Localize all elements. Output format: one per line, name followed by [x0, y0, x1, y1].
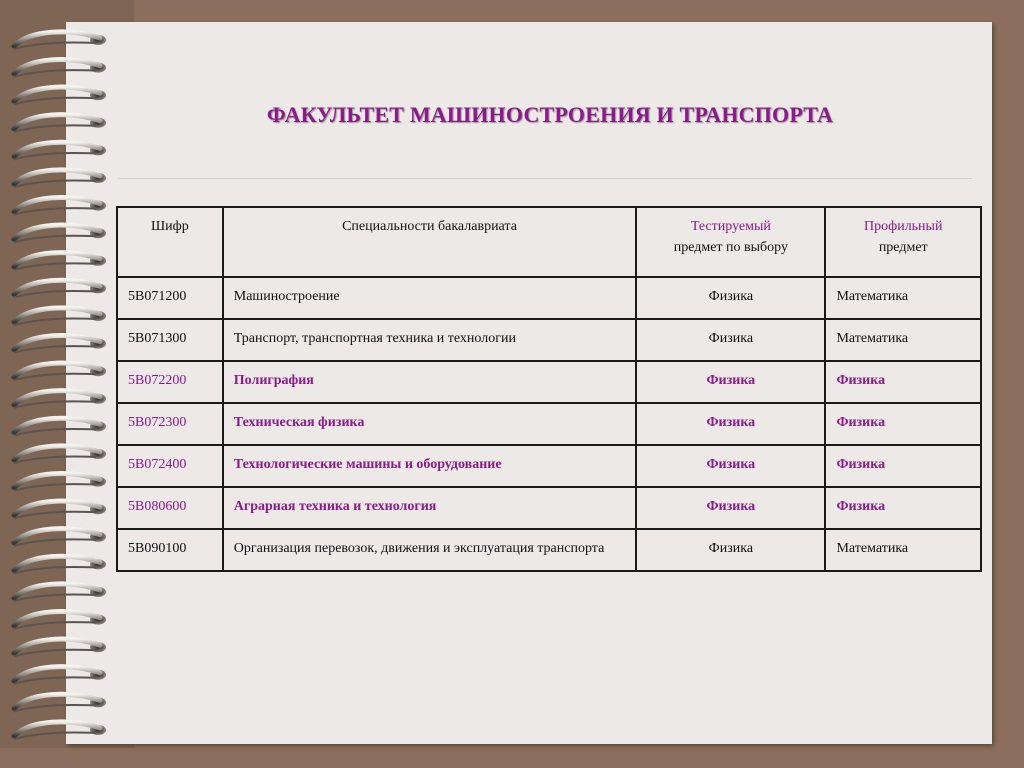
cell-specialty: Организация перевозок, движения и эксплуатация транспорта [223, 529, 636, 571]
header-profile [825, 207, 981, 277]
binding-ring-shadow [14, 70, 96, 76]
binding-ring-shadow [14, 484, 96, 490]
binding-ring-shadow [14, 43, 96, 49]
binding-ring-shadow [14, 622, 96, 628]
cell-specialty: Машиностроение [223, 277, 636, 319]
table-header-row [117, 207, 981, 277]
page-title: ФАКУЛЬТЕТ МАШИНОСТРОЕНИЯ И ТРАНСПОРТА [266, 102, 834, 127]
header-tested-line2: предмет по выбору [673, 240, 788, 255]
cell-tested: Физика [636, 277, 825, 319]
cell-tested: Физика [636, 403, 825, 445]
cell-code: 5В072200 [117, 361, 223, 403]
cell-profile: Физика [825, 487, 981, 529]
binding-ring-shadow [14, 567, 96, 573]
cell-specialty: Аграрная техника и технология [223, 487, 636, 529]
header-specialty: Специальности бакалавриата [223, 207, 636, 277]
binding-ring-shadow [14, 595, 96, 601]
table-row [117, 319, 981, 361]
cell-code: 5В072400 [117, 445, 223, 487]
table-row [117, 445, 981, 487]
specialties-table [116, 206, 982, 572]
table-row [117, 403, 981, 445]
binding-ring-shadow [14, 291, 96, 297]
binding-ring-shadow [14, 208, 96, 214]
binding-ring-shadow [14, 153, 96, 159]
table-row [117, 277, 981, 319]
cell-profile: Математика [825, 319, 981, 361]
table-row [117, 487, 981, 529]
cell-specialty: Технологические машины и оборудование [223, 445, 636, 487]
cell-profile: Математика [825, 277, 981, 319]
binding-ring-shadow [14, 374, 96, 380]
cell-specialty: Полиграфия [223, 361, 636, 403]
binding-ring-shadow [14, 733, 96, 739]
header-tested [636, 207, 825, 277]
cell-profile: Математика [825, 529, 981, 571]
binding-ring-shadow [14, 650, 96, 656]
cell-code: 5В071200 [117, 277, 223, 319]
cell-profile: Физика [825, 445, 981, 487]
cell-specialty: Транспорт, транспортная техника и технологии [223, 319, 636, 361]
cell-tested: Физика [636, 445, 825, 487]
binding-ring-shadow [14, 512, 96, 518]
spiral-binding [0, 0, 120, 768]
cell-tested: Физика [636, 361, 825, 403]
header-code: Шифр [117, 207, 223, 277]
cell-tested: Физика [636, 487, 825, 529]
header-profile-line2: предмет [878, 240, 928, 255]
header-tested-line1: Тестируемый [690, 219, 771, 234]
binding-ring-shadow [14, 125, 96, 131]
cell-code: 5В072300 [117, 403, 223, 445]
binding-ring-shadow [14, 705, 96, 711]
binding-ring-shadow [14, 677, 96, 683]
table-row [117, 529, 981, 571]
binding-ring-shadow [14, 236, 96, 242]
cell-profile: Физика [825, 361, 981, 403]
header-profile-line1: Профильный [864, 219, 943, 234]
cell-code: 5В080600 [117, 487, 223, 529]
cell-profile: Физика [825, 403, 981, 445]
table-row [117, 361, 981, 403]
binding-ring-shadow [14, 457, 96, 463]
cell-code: 5В071300 [117, 319, 223, 361]
divider [118, 178, 972, 179]
binding-ring-shadow [14, 346, 96, 352]
cell-code: 5В090100 [117, 529, 223, 571]
binding-ring-shadow [14, 401, 96, 407]
binding-ring-shadow [14, 181, 96, 187]
binding-ring-shadow [14, 539, 96, 545]
cell-specialty: Техническая физика [223, 403, 636, 445]
cell-tested: Физика [636, 319, 825, 361]
binding-ring-shadow [14, 429, 96, 435]
binding-ring-shadow [14, 98, 96, 104]
binding-ring-shadow [14, 319, 96, 325]
binding-ring-shadow [14, 263, 96, 269]
cell-tested: Физика [636, 529, 825, 571]
